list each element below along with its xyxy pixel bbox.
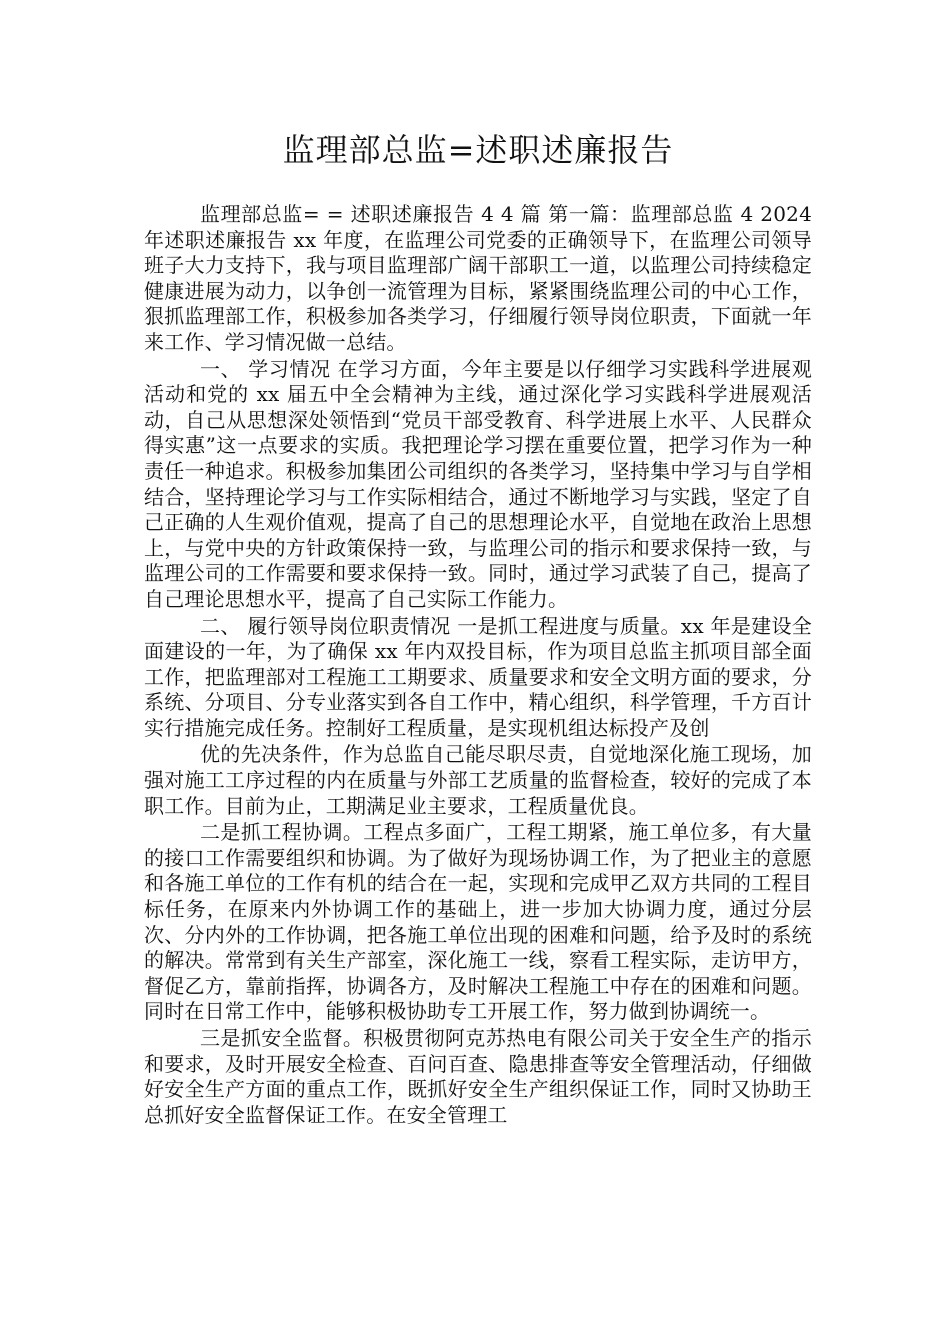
paragraph-study: 一、 学习情况 在学习方面，今年主要是以仔细学习实践科学进展观活动和党的 xx 届五中全会精神为主线，通过深化学习实践科学进展观活动，自己从思想深处领悟到“党员干部受教育、科学进展上水平、人民群众得实惠”这一点要求的实质。我把理论学习摆在重要位置，把学习作为一种责任一种追求。积极参加集团公司组织的各类学习，坚持集中学习与自学相结合，坚持理论学习与工作实际相结合，通过不断地学习与实践，坚定了自己正确的人生观价值观，提高了自己的思想理论水平，自觉地在政治上思想上，与党中央的方针政策保持一致，与监理公司的指示和要求保持一致，与监理公司的工作需要和要求保持一致。同时，通过学习武装了自己，提高了自己理论思想水平，提高了自己实际工作能力。 [144,356,812,611]
paragraph-intro: 监理部总监= = 述职述廉报告 4 4 篇 第一篇：监理部总监 4 2024 年述职述廉报告 xx 年度，在监理公司党委的正确领导下，在监理公司领导班子大力支持下，我与项目监理部广阔干部职工一道，以监理公司持续稳定健康进展为动力，以争创一流管理为目标，紧紧围绕监理公司的中心工作，狠抓监理部工作，积极参加各类学习，仔细履行领导岗位职责，下面就一年来工作、学习情况做一总结。 [144,202,812,354]
paragraph-duties-progress: 二、 履行领导岗位职责情况 一是抓工程进度与质量。xx 年是建设全面建设的一年，为了确保 xx 年内双投目标，作为项目总监主抓项目部全面工作，把监理部对工程施工工期要求、质量要求和安全文明方面的要求，分系统、分项目、分专业落实到各自工作中，精心组织，科学管理，千方百计实行措施完成任务。控制好工程质量，是实现机组达标投产及创 [144,613,812,740]
paragraph-duties-quality: 优的先决条件，作为总监自己能尽职尽责，自觉地深化施工现场，加强对施工工序过程的内在质量与外部工艺质量的监督检查，较好的完成了本职工作。目前为止，工期满足业主要求，工程质量优良。 [144,742,812,818]
paragraph-safety: 三是抓安全监督。积极贯彻阿克苏热电有限公司关于安全生产的指示和要求，及时开展安全检查、百问百查、隐患排查等安全管理活动，仔细做好安全生产方面的重点工作，既抓好安全生产组织保证工作，同时又协助王总抓好安全监督保证工作。在安全管理工 [144,1026,812,1127]
document-page [144,128,812,1129]
document-title: 监理部总监=述职述廉报告 [282,131,674,169]
paragraph-coordination: 二是抓工程协调。工程点多面广，工程工期紧，施工单位多，有大量的接口工作需要组织和协调。为了做好为现场协调工作，为了把业主的意愿和各施工单位的工作有机的结合在一起，实现和完成甲乙双方共同的工程目标任务，在原来内外协调工作的基础上，进一步加大协调力度，通过分层次、分内外的工作协调，把各施工单位出现的困难和问题，给予及时的系统的解决。常常到有关生产部室，深化施工一线，察看工程实际，走访甲方，督促乙方，靠前指挥，协调各方，及时解决工程施工中存在的困难和问题。同时在日常工作中，能够积极协助专工开展工作，努力做到协调统一。 [144,820,812,1024]
